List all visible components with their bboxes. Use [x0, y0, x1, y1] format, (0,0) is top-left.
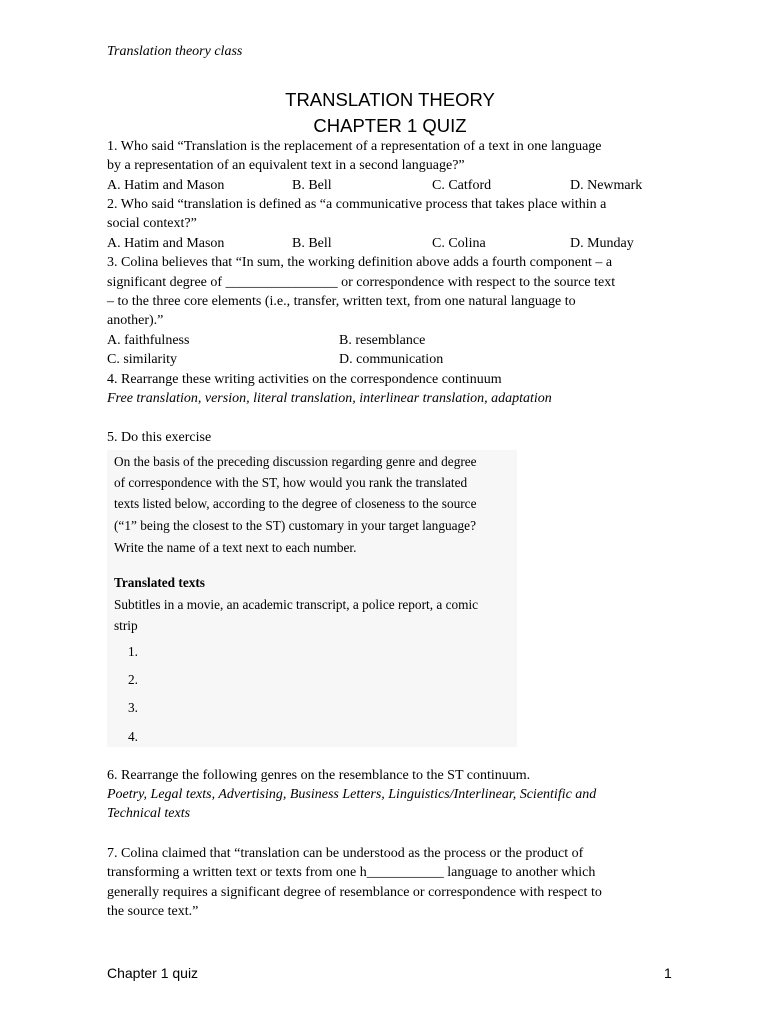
q7-line-2: transforming a written text or texts from one h___________ language to another which [107, 865, 596, 880]
q2-line-2: social context?” [107, 216, 197, 231]
translated-texts-line-2: strip [114, 618, 138, 633]
q6-line-2: Poetry, Legal texts, Advertising, Business Letters, Linguistics/Interlinear, Scientific and [107, 787, 597, 802]
page-title: TRANSLATION THEORY [285, 89, 495, 110]
rank-number-3: 3. [128, 700, 138, 715]
page-subtitle: CHAPTER 1 QUIZ [313, 115, 467, 136]
exercise-text-line-1: On the basis of the preceding discussion regarding genre and degree [114, 454, 477, 469]
q3-line-3: – to the three core elements (i.e., transfer, written text, from one natural language to [107, 294, 576, 309]
page-number: 1 [664, 965, 672, 981]
footer-chapter: Chapter 1 quiz [107, 965, 199, 981]
q3-option-b: B. resemblance [339, 333, 426, 348]
rank-number-1: 1. [128, 644, 138, 659]
q6-line-1: 6. Rearrange the following genres on the resemblance to the ST continuum. [107, 768, 531, 783]
q1-option-a: A. Hatim and Mason [107, 178, 225, 193]
q1-option-c: C. Catford [432, 178, 492, 193]
q3-line-2: significant degree of ________________ or correspondence with respect to the source text [107, 275, 616, 290]
q2-option-d: D. Munday [570, 236, 634, 251]
translated-texts-line-1: Subtitles in a movie, an academic transcript, a police report, a comic [114, 597, 479, 612]
rank-number-4: 4. [128, 729, 138, 744]
q2-option-c: C. Colina [432, 236, 486, 251]
page-header: Translation theory class [107, 44, 243, 59]
q1-option-d: D. Newmark [570, 178, 643, 193]
q4-line-2: Free translation, version, literal translation, interlinear translation, adaptation [107, 391, 552, 406]
exercise-text-line-4: (“1” being the closest to the ST) customary in your target language? [114, 518, 476, 533]
q7-line-4: the source text.” [107, 904, 199, 919]
q7-line-3: generally requires a significant degree of resemblance or correspondence with respect to [107, 885, 602, 900]
q3-option-d: D. communication [339, 352, 444, 367]
exercise-text-line-5: Write the name of a text next to each number. [114, 540, 357, 555]
q3-line-1: 3. Colina believes that “In sum, the working definition above adds a fourth component – a [107, 255, 613, 270]
q4-line-1: 4. Rearrange these writing activities on the correspondence continuum [107, 372, 502, 387]
q2-option-b: B. Bell [292, 236, 332, 251]
translated-texts-heading: Translated texts [114, 575, 205, 590]
q1-option-b: B. Bell [292, 178, 332, 193]
q2-option-a: A. Hatim and Mason [107, 236, 225, 251]
q1-line-1: 1. Who said “Translation is the replacement of a representation of a text in one language [107, 139, 602, 154]
q3-option-c: C. similarity [107, 352, 177, 367]
q2-options [107, 236, 667, 254]
q2-line-1: 2. Who said “translation is defined as “a communicative process that takes place within a [107, 197, 607, 212]
q7-line-1: 7. Colina claimed that “translation can be understood as the process or the product of [107, 846, 584, 861]
exercise-text-line-2: of correspondence with the ST, how would you rank the translated [114, 475, 468, 490]
q1-options [107, 178, 667, 196]
q6-line-3: Technical texts [107, 806, 191, 821]
q1-line-2: by a representation of an equivalent text in a second language?” [107, 158, 465, 173]
q5-line-1: 5. Do this exercise [107, 430, 212, 445]
q3-option-a: A. faithfulness [107, 333, 190, 348]
exercise-text-line-3: texts listed below, according to the degree of closeness to the source [114, 496, 477, 511]
q3-options-row-2 [107, 352, 507, 370]
q3-options-row-1 [107, 333, 507, 351]
exercise-box [107, 450, 517, 747]
q3-line-4: another).” [107, 313, 164, 328]
rank-number-2: 2. [128, 672, 138, 687]
